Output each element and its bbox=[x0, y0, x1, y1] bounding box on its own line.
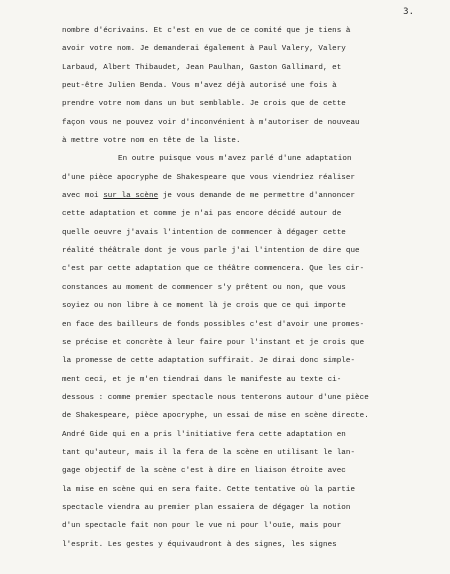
text-line: spectacle viendra au premier plan essaiera de dégager la notion bbox=[62, 503, 351, 512]
text-line: Larbaud, Albert Thibaudet, Jean Paulhan, Gaston Gallimard, et bbox=[62, 63, 342, 72]
text-line: ment ceci, et je m'en tiendrai dans le manifeste au texte ci- bbox=[62, 375, 342, 384]
text-line: à mettre votre nom en tête de la liste. bbox=[62, 137, 241, 146]
text-line-with-underline bbox=[62, 187, 440, 205]
text-line: la mise en scène qui en sera faite. Cette tentative où la partie bbox=[62, 485, 356, 494]
paragraph-start-line: En outre puisque vous m'avez parlé d'une adaptation bbox=[118, 155, 352, 164]
text-line: cette adaptation et comme je n'ai pas encore décidé autour de bbox=[62, 210, 342, 219]
text-line: constances au moment de commencer s'y prêtent ou non, que vous bbox=[62, 283, 346, 292]
text-line: quelle oeuvre j'avais l'intention de commencer à dégager cette bbox=[62, 228, 346, 237]
text-line: façon vous ne pouvez voir d'inconvénient à m'autoriser de nouveau bbox=[62, 118, 360, 127]
text-line: dessous : comme premier spectacle nous tenterons autour d'une pièce bbox=[62, 393, 369, 402]
text-line: André Gide qui en a pris l'initiative fera cette adaptation en bbox=[62, 430, 346, 439]
text-line: l'esprit. Les gestes y équivaudront à des signes, les signes bbox=[62, 540, 337, 549]
text-line: réalité théâtrale dont je vous parle j'ai l'intention de dire que bbox=[62, 247, 360, 256]
text-line: la promesse de cette adaptation suffirait. Je dirai donc simple- bbox=[62, 357, 356, 366]
text-line: avoir votre nom. Je demanderai également à Paul Valery, Valery bbox=[62, 45, 346, 54]
text-line: c'est par cette adaptation que ce théâtre commencera. Que les cir- bbox=[62, 265, 365, 274]
text-line: de Shakespeare, pièce apocryphe, un essai de mise en scène directe. bbox=[62, 412, 369, 421]
underlined-phrase: sur la scène bbox=[103, 192, 159, 201]
text-segment: je vous demande de me permettre d'annoncer bbox=[158, 192, 356, 201]
text-line: gage objectif de la scène c'est à dire en liaison étroite avec bbox=[62, 467, 346, 476]
text-segment: avec moi bbox=[62, 192, 104, 201]
text-line: tant qu'auteur, mais il la fera de la scène en utilisant le lan- bbox=[62, 448, 356, 457]
text-line: nombre d'écrivains. Et c'est en vue de ce comité que je tiens à bbox=[62, 27, 351, 35]
text-line: d'une pièce apocryphe de Shakespeare que vous viendriez réaliser bbox=[62, 173, 356, 182]
typed-letter-body bbox=[62, 22, 440, 554]
text-line: en face des bailleurs de fonds possibles c'est d'avoir une promes- bbox=[62, 320, 365, 329]
text-line: peut-être Julien Benda. Vous m'avez déjà autorisé une fois à bbox=[62, 82, 337, 91]
text-line: prendre votre nom dans un but semblable. Je crois que de cette bbox=[62, 100, 346, 109]
text-line: soyiez ou non libre à ce moment là je crois que ce qui importe bbox=[62, 302, 346, 311]
text-line: se précise et concrète à leur faire pour l'instant et je crois que bbox=[62, 338, 365, 347]
page-number: 3. bbox=[403, 7, 414, 17]
text-line: d'un spectacle fait non pour le vue ni pour l'ouïe, mais pour bbox=[62, 522, 342, 531]
